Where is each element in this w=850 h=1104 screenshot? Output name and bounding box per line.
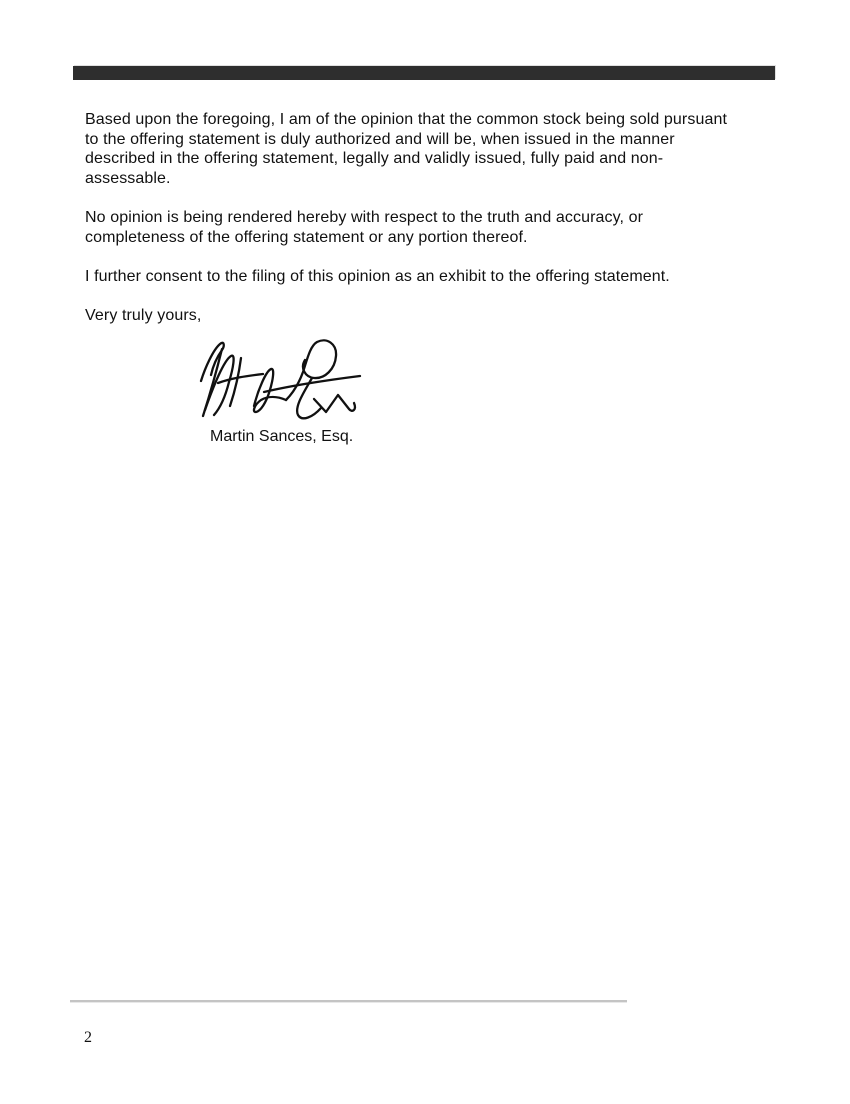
text-line: to the offering statement is duly authorized and will be, when issued in the manner	[85, 130, 675, 148]
page-number: 2	[84, 1029, 92, 1046]
text-line: Very truly yours,	[85, 306, 202, 324]
signature-image	[196, 335, 368, 427]
text-line: completeness of the offering statement or any portion thereof.	[85, 228, 528, 246]
signature-stroke	[230, 358, 241, 406]
text-line: Based upon the foregoing, I am of the opinion that the common stock being sold pursuant	[85, 111, 727, 128]
signature-stroke	[201, 343, 224, 381]
text-line: No opinion is being rendered hereby with respect to the truth and accuracy, or	[85, 208, 644, 226]
paragraph-consent	[85, 267, 785, 287]
signature-stroke	[218, 374, 263, 383]
top-divider-bar	[73, 66, 775, 80]
letter-body	[85, 110, 785, 326]
text-line: assessable.	[85, 169, 171, 187]
footer-divider	[70, 1000, 627, 1002]
closing-line	[85, 306, 785, 326]
paragraph-no-opinion	[85, 208, 785, 247]
text-line: described in the offering statement, legally and validly issued, fully paid and non-	[85, 150, 664, 168]
text-line: I further consent to the filing of this opinion as an exhibit to the offering statement.	[85, 267, 670, 285]
signer-name: Martin Sances, Esq.	[210, 428, 354, 445]
paragraph-opinion	[85, 110, 785, 188]
